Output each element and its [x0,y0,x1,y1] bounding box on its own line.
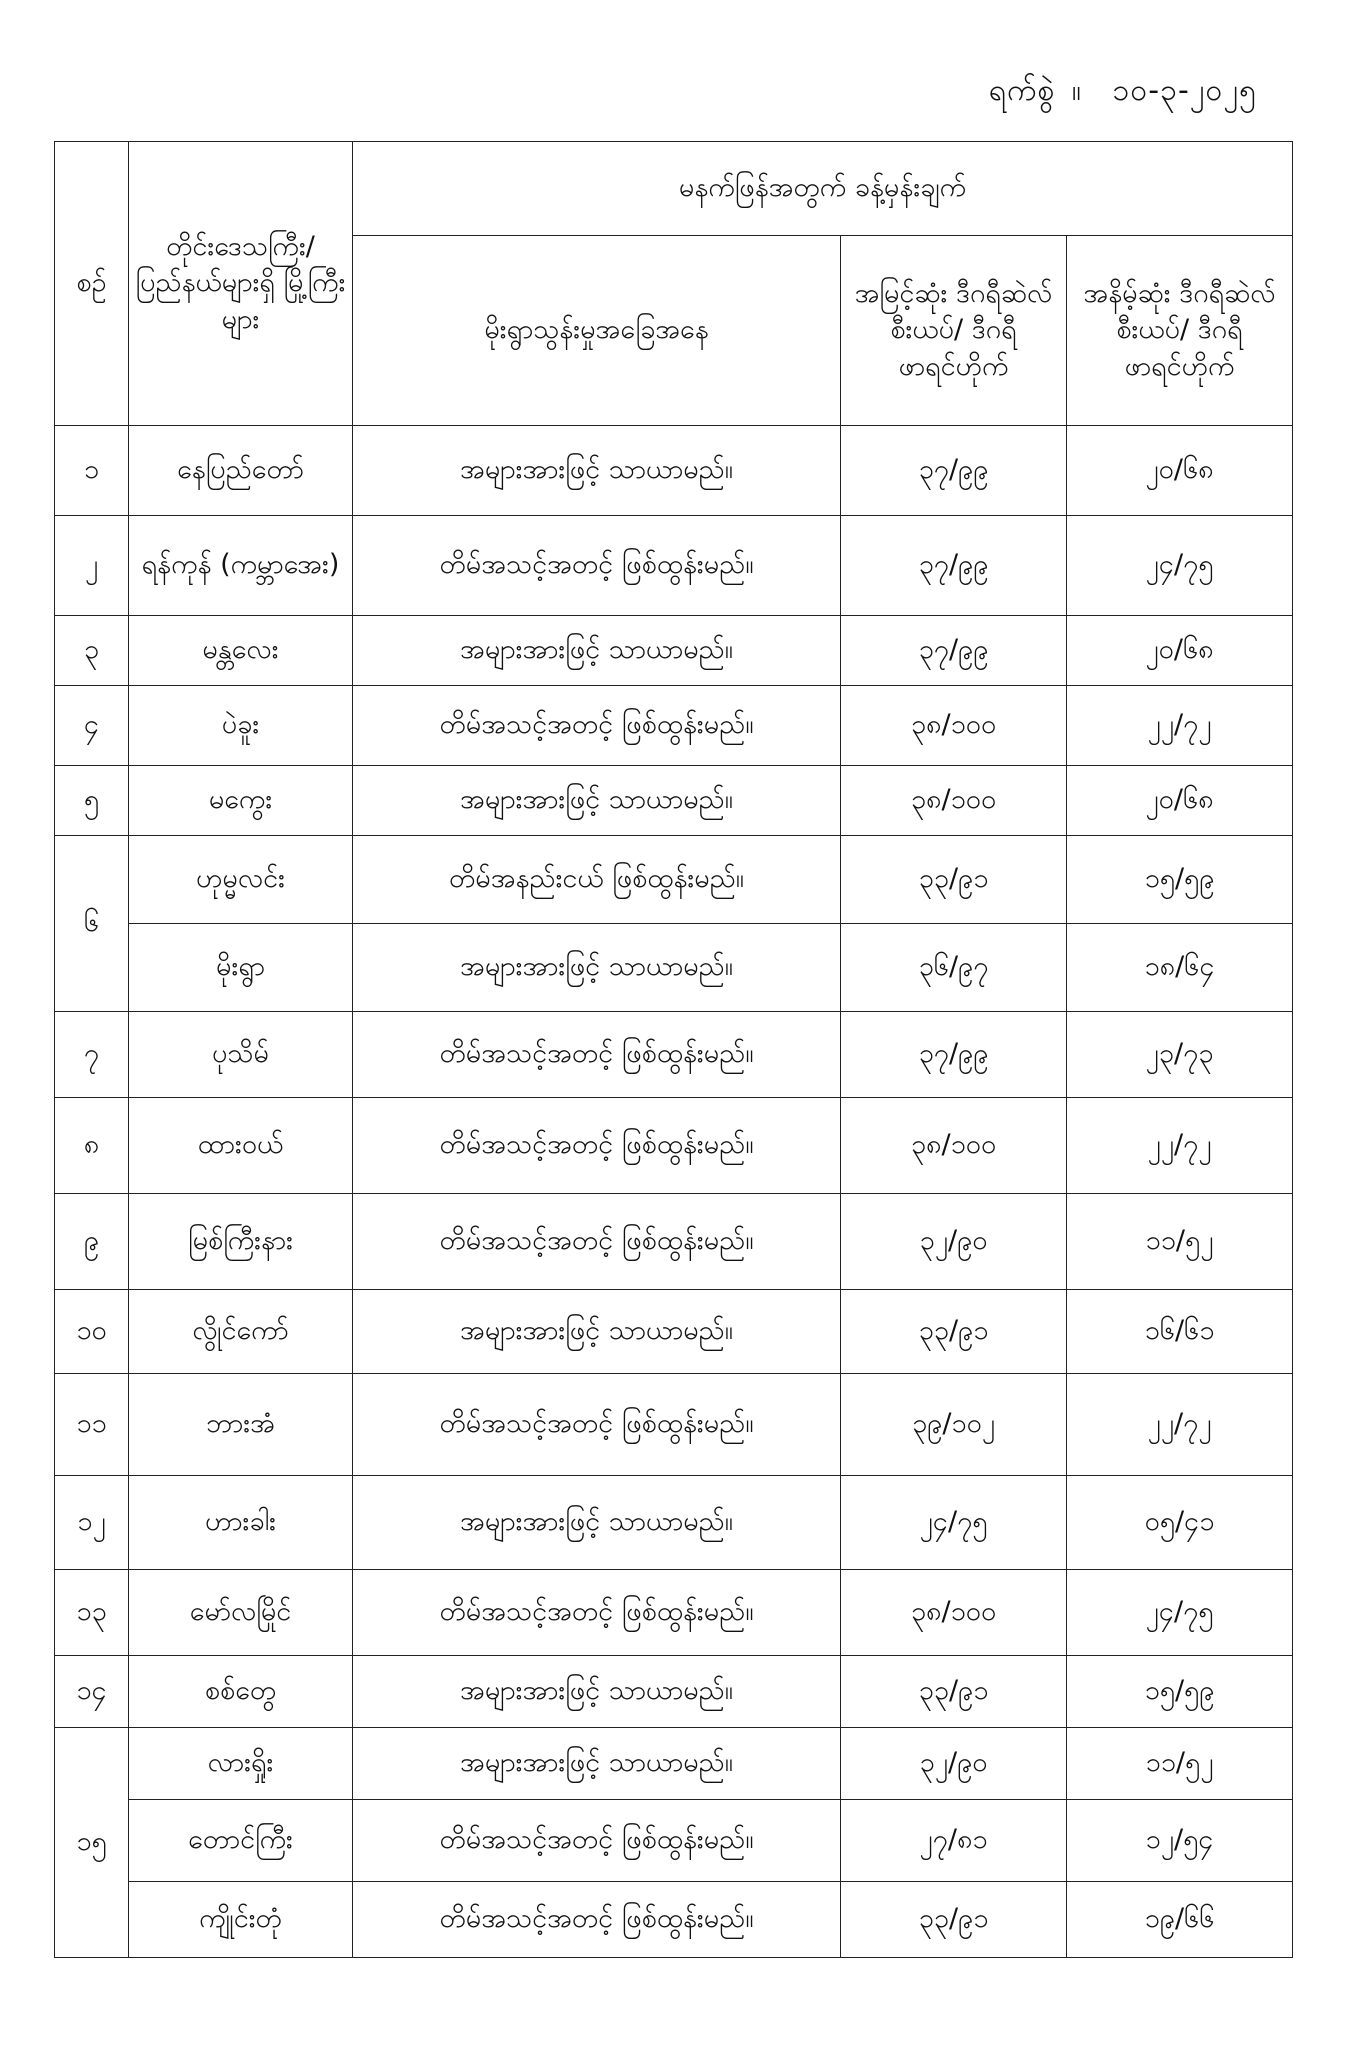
max-temp-cell: ၃၇/၉၉ [841,426,1067,516]
city-cell: မော်လမြိုင် [129,1570,353,1656]
serial-cell: ၁၄ [55,1656,129,1728]
min-temp-cell: ၂၀/၆၈ [1067,766,1293,836]
table-row [55,1374,1293,1476]
table-row [55,1882,1293,1958]
header-serial: စဉ် [55,142,129,426]
serial-cell: ၁ [55,426,129,516]
min-temp-cell: ၂၂/၇၂ [1067,686,1293,766]
table-row [55,836,1293,924]
city-cell: စစ်တွေ [129,1656,353,1728]
condition-cell: တိမ်အသင့်အတင့် ဖြစ်ထွန်းမည်။ [353,1012,841,1098]
serial-cell: ၁၃ [55,1570,129,1656]
table-row [55,1098,1293,1194]
table-row [55,766,1293,836]
min-temp-cell: ၁၅/၅၉ [1067,836,1293,924]
serial-cell: ၇ [55,1012,129,1098]
max-temp-cell: ၃၆/၉၇ [841,924,1067,1012]
table-row [55,1800,1293,1882]
table-row [55,1476,1293,1570]
table-row [55,1290,1293,1374]
max-temp-cell: ၃၇/၉၉ [841,616,1067,686]
serial-cell: ၄ [55,686,129,766]
serial-cell: ၁၅ [55,1728,129,1958]
max-temp-cell: ၃၈/၁၀၀ [841,686,1067,766]
max-temp-cell: ၃၈/၁၀၀ [841,766,1067,836]
serial-cell: ၉ [55,1194,129,1290]
city-cell: မကွေး [129,766,353,836]
table-row [55,1194,1293,1290]
min-temp-cell: ၁၈/၆၄ [1067,924,1293,1012]
condition-cell: အများအားဖြင့် သာယာမည်။ [353,1476,841,1570]
condition-cell: အများအားဖြင့် သာယာမည်။ [353,924,841,1012]
city-cell: ထားဝယ် [129,1098,353,1194]
min-temp-cell: ၂၀/၆၈ [1067,616,1293,686]
min-temp-cell: ၂၂/၇၂ [1067,1098,1293,1194]
serial-cell: ၁၂ [55,1476,129,1570]
min-temp-cell: ၁၆/၆၁ [1067,1290,1293,1374]
city-cell: ဘားအံ [129,1374,353,1476]
min-temp-cell: ၂၃/၇၃ [1067,1012,1293,1098]
table-row [55,1656,1293,1728]
max-temp-cell: ၂၄/၇၅ [841,1476,1067,1570]
max-temp-cell: ၃၂/၉၀ [841,1194,1067,1290]
table-row [55,1570,1293,1656]
table-row [55,426,1293,516]
city-cell: နေပြည်တော် [129,426,353,516]
max-temp-cell: ၃၇/၉၉ [841,1012,1067,1098]
table-row [55,686,1293,766]
condition-cell: အများအားဖြင့် သာယာမည်။ [353,1290,841,1374]
condition-cell: အများအားဖြင့် သာယာမည်။ [353,1656,841,1728]
serial-cell: ၅ [55,766,129,836]
condition-cell: အများအားဖြင့် သာယာမည်။ [353,1728,841,1800]
max-temp-cell: ၃၈/၁၀၀ [841,1098,1067,1194]
max-temp-cell: ၃၈/၁၀၀ [841,1570,1067,1656]
min-temp-cell: ၂၄/၇၅ [1067,1570,1293,1656]
condition-cell: တိမ်အသင့်အတင့် ဖြစ်ထွန်းမည်။ [353,1570,841,1656]
condition-cell: တိမ်အသင့်အတင့် ဖြစ်ထွန်းမည်။ [353,1194,841,1290]
condition-cell: တိမ်အသင့်အတင့် ဖြစ်ထွန်းမည်။ [353,1882,841,1958]
serial-cell: ၂ [55,516,129,616]
condition-cell: တိမ်အသင့်အတင့် ဖြစ်ထွန်းမည်။ [353,686,841,766]
condition-cell: တိမ်အသင့်အတင့် ဖြစ်ထွန်းမည်။ [353,1800,841,1882]
min-temp-cell: ၂၀/၆၈ [1067,426,1293,516]
city-cell: ကျိုင်းတုံ [129,1882,353,1958]
date-line [989,70,1257,115]
table-row [55,1728,1293,1800]
city-cell: ပဲခူး [129,686,353,766]
condition-cell: အများအားဖြင့် သာယာမည်။ [353,766,841,836]
max-temp-cell: ၃၇/၉၉ [841,516,1067,616]
condition-cell: တိမ်အသင့်အတင့် ဖြစ်ထွန်းမည်။ [353,1374,841,1476]
date-label: ရက်စွဲ [988,73,1056,108]
table-row [55,516,1293,616]
city-cell: လွိုင်ကော် [129,1290,353,1374]
header-condition: မိုးရွာသွန်းမှုအခြေအနေ [353,236,841,426]
city-cell: ဟုမ္မလင်း [129,836,353,924]
city-cell: တောင်ကြီး [129,1800,353,1882]
table-body [55,426,1293,1958]
condition-cell: တိမ်အနည်းငယ် ဖြစ်ထွန်းမည်။ [353,836,841,924]
header-forecast-group: မနက်ဖြန်အတွက် ခန့်မှန်းချက် [353,142,1293,236]
city-cell: မန္တလေး [129,616,353,686]
date-separator: ။ [1071,73,1082,108]
max-temp-cell: ၃၃/၉၁ [841,836,1067,924]
table-row [55,1012,1293,1098]
max-temp-cell: ၃၃/၉၁ [841,1882,1067,1958]
header-city: တိုင်းဒေသကြီး/ ပြည်နယ်များရှိ မြို့ကြီးများ [129,142,353,426]
date-value: ၁၀-၃-၂၀၂၅ [1112,73,1257,108]
serial-cell: ၃ [55,616,129,686]
condition-cell: အများအားဖြင့် သာယာမည်။ [353,616,841,686]
forecast-table [54,141,1293,1958]
min-temp-cell: ၂၄/၇၅ [1067,516,1293,616]
condition-cell: တိမ်အသင့်အတင့် ဖြစ်ထွန်းမည်။ [353,516,841,616]
min-temp-cell: ၁၁/၅၂ [1067,1728,1293,1800]
serial-cell: ၁၀ [55,1290,129,1374]
min-temp-cell: ၂၂/၇၂ [1067,1374,1293,1476]
city-cell: မြစ်ကြီးနား [129,1194,353,1290]
max-temp-cell: ၃၂/၉၀ [841,1728,1067,1800]
condition-cell: အများအားဖြင့် သာယာမည်။ [353,426,841,516]
city-cell: ဟားခါး [129,1476,353,1570]
min-temp-cell: ၁၅/၅၉ [1067,1656,1293,1728]
min-temp-cell: ၁၉/၆၆ [1067,1882,1293,1958]
min-temp-cell: ၀၅/၄၁ [1067,1476,1293,1570]
max-temp-cell: ၃၃/၉၁ [841,1656,1067,1728]
table-row [55,924,1293,1012]
max-temp-cell: ၃၉/၁၀၂ [841,1374,1067,1476]
header-max-temp: အမြင့်ဆုံး ဒီဂရီဆဲလ်စီးယပ်/ ဒီဂရီဖာရင်ဟိုက် [841,236,1067,426]
serial-cell: ၆ [55,836,129,1012]
min-temp-cell: ၁၂/၅၄ [1067,1800,1293,1882]
condition-cell: တိမ်အသင့်အတင့် ဖြစ်ထွန်းမည်။ [353,1098,841,1194]
city-cell: မိုးရွာ [129,924,353,1012]
min-temp-cell: ၁၁/၅၂ [1067,1194,1293,1290]
city-cell: လားရှိုး [129,1728,353,1800]
table-row [55,616,1293,686]
max-temp-cell: ၃၃/၉၁ [841,1290,1067,1374]
serial-cell: ၈ [55,1098,129,1194]
max-temp-cell: ၂၇/၈၁ [841,1800,1067,1882]
serial-cell: ၁၁ [55,1374,129,1476]
city-cell: ရန်ကုန် (ကမ္ဘာအေး) [129,516,353,616]
city-cell: ပုသိမ် [129,1012,353,1098]
header-min-temp: အနိမ့်ဆုံး ဒီဂရီဆဲလ်စီးယပ်/ ဒီဂရီဖာရင်ဟိုက် [1067,236,1293,426]
